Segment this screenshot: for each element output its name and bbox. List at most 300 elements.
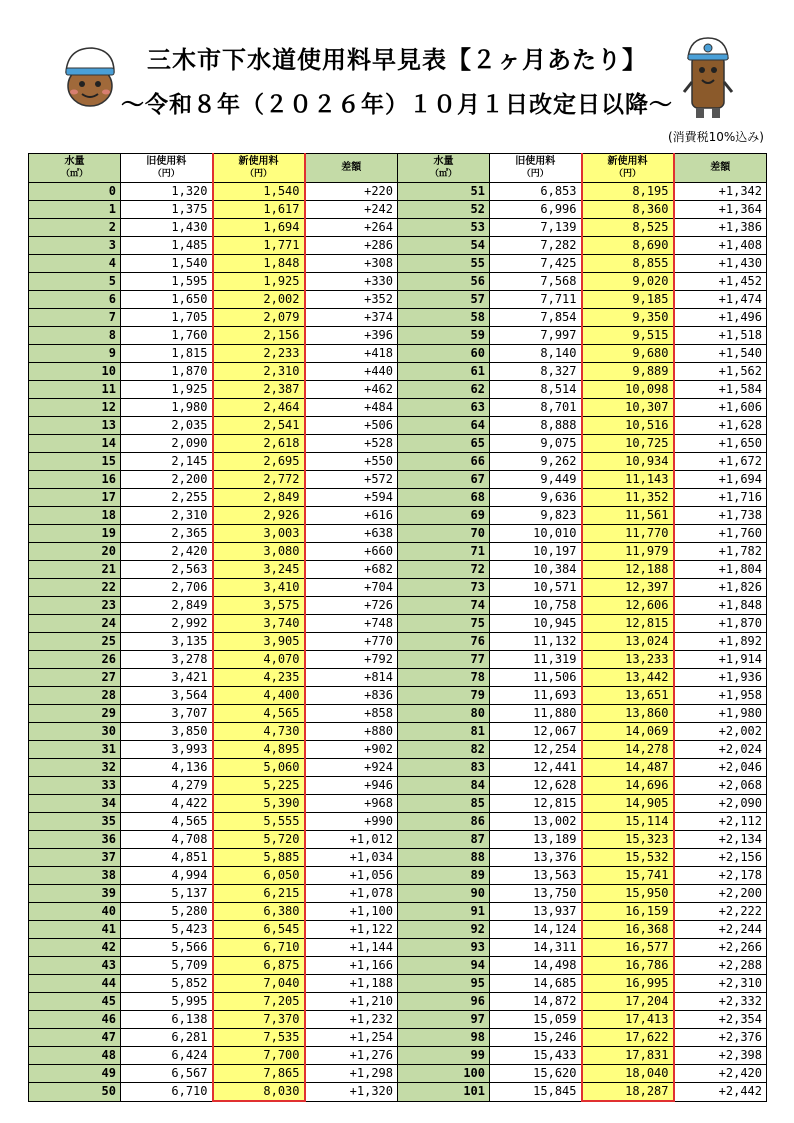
old-fee-cell: 11,880 <box>490 705 582 723</box>
old-fee-cell: 12,067 <box>490 723 582 741</box>
volume-cell: 44 <box>29 975 121 993</box>
difference-cell: +1,144 <box>305 939 398 957</box>
new-fee-cell: 15,950 <box>582 885 674 903</box>
difference-cell: +1,320 <box>305 1083 398 1102</box>
table-row <box>29 669 767 687</box>
volume-cell: 87 <box>398 831 490 849</box>
volume-cell: 79 <box>398 687 490 705</box>
difference-cell: +1,012 <box>305 831 398 849</box>
new-fee-cell: 2,233 <box>213 345 305 363</box>
difference-cell: +2,200 <box>674 885 767 903</box>
new-fee-cell: 5,060 <box>213 759 305 777</box>
page-subtitle: ～令和８年（２０２６年）１０月１日改定日以降～ <box>121 92 673 118</box>
table-row <box>29 1029 767 1047</box>
difference-cell: +1,474 <box>674 291 767 309</box>
old-fee-cell: 3,850 <box>121 723 213 741</box>
difference-cell: +1,672 <box>674 453 767 471</box>
old-fee-cell: 7,282 <box>490 237 582 255</box>
old-fee-cell: 15,845 <box>490 1083 582 1102</box>
difference-cell: +638 <box>305 525 398 543</box>
table-row <box>29 687 767 705</box>
difference-cell: +2,068 <box>674 777 767 795</box>
difference-cell: +1,936 <box>674 669 767 687</box>
rate-table <box>28 153 767 1102</box>
old-fee-cell: 6,567 <box>121 1065 213 1083</box>
table-row <box>29 579 767 597</box>
difference-cell: +1,386 <box>674 219 767 237</box>
table-row <box>29 237 767 255</box>
volume-cell: 38 <box>29 867 121 885</box>
difference-cell: +1,408 <box>674 237 767 255</box>
old-fee-cell: 6,424 <box>121 1047 213 1065</box>
table-row <box>29 489 767 507</box>
table-row <box>29 705 767 723</box>
volume-cell: 99 <box>398 1047 490 1065</box>
old-fee-cell: 5,423 <box>121 921 213 939</box>
new-fee-cell: 1,771 <box>213 237 305 255</box>
table-row <box>29 1047 767 1065</box>
volume-cell: 13 <box>29 417 121 435</box>
old-fee-cell: 4,136 <box>121 759 213 777</box>
volume-cell: 95 <box>398 975 490 993</box>
old-fee-cell: 1,760 <box>121 327 213 345</box>
old-fee-cell: 8,701 <box>490 399 582 417</box>
difference-cell: +1,056 <box>305 867 398 885</box>
new-fee-cell: 1,848 <box>213 255 305 273</box>
table-row <box>29 1065 767 1083</box>
old-fee-cell: 13,563 <box>490 867 582 885</box>
table-row <box>29 273 767 291</box>
volume-cell: 98 <box>398 1029 490 1047</box>
volume-cell: 25 <box>29 633 121 651</box>
old-fee-cell: 13,189 <box>490 831 582 849</box>
volume-cell: 11 <box>29 381 121 399</box>
old-fee-cell: 8,327 <box>490 363 582 381</box>
new-fee-cell: 12,188 <box>582 561 674 579</box>
old-fee-cell: 6,710 <box>121 1083 213 1102</box>
new-fee-cell: 18,040 <box>582 1065 674 1083</box>
new-fee-cell: 2,772 <box>213 471 305 489</box>
old-fee-cell: 2,255 <box>121 489 213 507</box>
difference-cell: +2,376 <box>674 1029 767 1047</box>
old-fee-cell: 10,384 <box>490 561 582 579</box>
old-fee-cell: 10,197 <box>490 543 582 561</box>
new-fee-cell: 4,070 <box>213 651 305 669</box>
new-fee-cell: 3,410 <box>213 579 305 597</box>
old-fee-cell: 10,758 <box>490 597 582 615</box>
old-fee-cell: 9,075 <box>490 435 582 453</box>
new-fee-cell: 12,606 <box>582 597 674 615</box>
volume-cell: 75 <box>398 615 490 633</box>
difference-cell: +1,716 <box>674 489 767 507</box>
old-fee-cell: 7,425 <box>490 255 582 273</box>
new-fee-cell: 17,204 <box>582 993 674 1011</box>
table-row <box>29 291 767 309</box>
difference-cell: +242 <box>305 201 398 219</box>
old-fee-cell: 15,059 <box>490 1011 582 1029</box>
table-row <box>29 633 767 651</box>
new-fee-cell: 10,098 <box>582 381 674 399</box>
volume-cell: 32 <box>29 759 121 777</box>
difference-cell: +1,804 <box>674 561 767 579</box>
old-fee-cell: 9,636 <box>490 489 582 507</box>
difference-cell: +1,254 <box>305 1029 398 1047</box>
old-fee-cell: 2,706 <box>121 579 213 597</box>
old-fee-cell: 7,711 <box>490 291 582 309</box>
difference-cell: +946 <box>305 777 398 795</box>
page-title: 三木市下水道使用料早見表【２ヶ月あたり】 <box>147 46 647 74</box>
old-fee-cell: 5,280 <box>121 903 213 921</box>
difference-cell: +1,232 <box>305 1011 398 1029</box>
new-fee-cell: 10,725 <box>582 435 674 453</box>
new-fee-cell: 2,310 <box>213 363 305 381</box>
difference-cell: +1,518 <box>674 327 767 345</box>
old-fee-cell: 11,319 <box>490 651 582 669</box>
volume-cell: 42 <box>29 939 121 957</box>
volume-cell: 76 <box>398 633 490 651</box>
table-row <box>29 957 767 975</box>
volume-cell: 37 <box>29 849 121 867</box>
table-row <box>29 975 767 993</box>
volume-cell: 59 <box>398 327 490 345</box>
table-row <box>29 759 767 777</box>
new-fee-cell: 5,555 <box>213 813 305 831</box>
difference-cell: +572 <box>305 471 398 489</box>
table-row <box>29 813 767 831</box>
volume-cell: 97 <box>398 1011 490 1029</box>
difference-cell: +1,166 <box>305 957 398 975</box>
difference-cell: +1,584 <box>674 381 767 399</box>
old-fee-cell: 8,514 <box>490 381 582 399</box>
new-fee-cell: 4,565 <box>213 705 305 723</box>
volume-cell: 63 <box>398 399 490 417</box>
old-fee-cell: 2,365 <box>121 525 213 543</box>
difference-cell: +1,892 <box>674 633 767 651</box>
difference-cell: +2,288 <box>674 957 767 975</box>
volume-cell: 71 <box>398 543 490 561</box>
volume-cell: 45 <box>29 993 121 1011</box>
difference-cell: +770 <box>305 633 398 651</box>
difference-cell: +1,650 <box>674 435 767 453</box>
old-fee-cell: 7,568 <box>490 273 582 291</box>
volume-cell: 67 <box>398 471 490 489</box>
volume-cell: 10 <box>29 363 121 381</box>
new-fee-cell: 1,617 <box>213 201 305 219</box>
difference-cell: +726 <box>305 597 398 615</box>
difference-cell: +440 <box>305 363 398 381</box>
old-fee-cell: 1,650 <box>121 291 213 309</box>
old-fee-cell: 15,246 <box>490 1029 582 1047</box>
table-header-row <box>29 154 767 183</box>
difference-cell: +1,210 <box>305 993 398 1011</box>
old-fee-cell: 1,540 <box>121 255 213 273</box>
old-fee-cell: 14,872 <box>490 993 582 1011</box>
difference-cell: +2,024 <box>674 741 767 759</box>
volume-cell: 16 <box>29 471 121 489</box>
volume-cell: 28 <box>29 687 121 705</box>
table-row <box>29 723 767 741</box>
new-fee-cell: 18,287 <box>582 1083 674 1102</box>
volume-cell: 70 <box>398 525 490 543</box>
difference-cell: +462 <box>305 381 398 399</box>
new-fee-cell: 6,050 <box>213 867 305 885</box>
new-fee-cell: 8,855 <box>582 255 674 273</box>
volume-cell: 54 <box>398 237 490 255</box>
old-fee-cell: 13,376 <box>490 849 582 867</box>
old-fee-cell: 1,595 <box>121 273 213 291</box>
new-fee-cell: 2,387 <box>213 381 305 399</box>
table-row <box>29 597 767 615</box>
new-fee-cell: 3,740 <box>213 615 305 633</box>
volume-cell: 5 <box>29 273 121 291</box>
volume-cell: 60 <box>398 345 490 363</box>
table-row <box>29 471 767 489</box>
volume-cell: 55 <box>398 255 490 273</box>
new-fee-cell: 12,397 <box>582 579 674 597</box>
new-fee-cell: 13,651 <box>582 687 674 705</box>
table-row <box>29 849 767 867</box>
difference-cell: +2,442 <box>674 1083 767 1102</box>
difference-cell: +1,078 <box>305 885 398 903</box>
table-row <box>29 885 767 903</box>
volume-cell: 14 <box>29 435 121 453</box>
difference-cell: +1,738 <box>674 507 767 525</box>
new-fee-cell: 16,995 <box>582 975 674 993</box>
old-fee-cell: 1,815 <box>121 345 213 363</box>
new-fee-cell: 8,030 <box>213 1083 305 1102</box>
difference-cell: +1,122 <box>305 921 398 939</box>
volume-cell: 68 <box>398 489 490 507</box>
old-fee-cell: 3,135 <box>121 633 213 651</box>
old-fee-cell: 14,124 <box>490 921 582 939</box>
new-fee-cell: 13,233 <box>582 651 674 669</box>
table-row <box>29 399 767 417</box>
new-fee-cell: 11,979 <box>582 543 674 561</box>
mascot-pipe-character-icon <box>682 36 734 120</box>
difference-cell: +1,430 <box>674 255 767 273</box>
new-fee-cell: 13,442 <box>582 669 674 687</box>
volume-cell: 92 <box>398 921 490 939</box>
volume-cell: 58 <box>398 309 490 327</box>
old-fee-cell: 9,449 <box>490 471 582 489</box>
old-fee-cell: 13,937 <box>490 903 582 921</box>
new-fee-cell: 7,205 <box>213 993 305 1011</box>
volume-cell: 27 <box>29 669 121 687</box>
old-fee-cell: 13,750 <box>490 885 582 903</box>
new-fee-cell: 4,895 <box>213 741 305 759</box>
volume-cell: 49 <box>29 1065 121 1083</box>
table-row <box>29 1011 767 1029</box>
difference-cell: +2,002 <box>674 723 767 741</box>
table-row <box>29 381 767 399</box>
table-row <box>29 831 767 849</box>
volume-cell: 36 <box>29 831 121 849</box>
new-fee-cell: 2,618 <box>213 435 305 453</box>
volume-cell: 33 <box>29 777 121 795</box>
new-fee-cell: 1,540 <box>213 183 305 201</box>
new-fee-cell: 16,786 <box>582 957 674 975</box>
new-fee-cell: 8,195 <box>582 183 674 201</box>
difference-cell: +308 <box>305 255 398 273</box>
difference-cell: +990 <box>305 813 398 831</box>
new-fee-cell: 16,577 <box>582 939 674 957</box>
old-fee-cell: 11,506 <box>490 669 582 687</box>
new-fee-cell: 11,770 <box>582 525 674 543</box>
difference-cell: +660 <box>305 543 398 561</box>
difference-cell: +2,398 <box>674 1047 767 1065</box>
new-fee-cell: 4,730 <box>213 723 305 741</box>
new-fee-cell: 6,380 <box>213 903 305 921</box>
table-row <box>29 651 767 669</box>
difference-cell: +352 <box>305 291 398 309</box>
new-fee-cell: 16,368 <box>582 921 674 939</box>
old-fee-cell: 2,992 <box>121 615 213 633</box>
volume-cell: 29 <box>29 705 121 723</box>
new-fee-cell: 13,024 <box>582 633 674 651</box>
new-fee-cell: 2,002 <box>213 291 305 309</box>
volume-cell: 74 <box>398 597 490 615</box>
old-fee-cell: 5,566 <box>121 939 213 957</box>
new-fee-cell: 3,905 <box>213 633 305 651</box>
new-fee-cell: 10,307 <box>582 399 674 417</box>
volume-cell: 80 <box>398 705 490 723</box>
old-fee-cell: 8,888 <box>490 417 582 435</box>
volume-cell: 26 <box>29 651 121 669</box>
volume-cell: 90 <box>398 885 490 903</box>
new-fee-cell: 3,080 <box>213 543 305 561</box>
old-fee-cell: 15,620 <box>490 1065 582 1083</box>
new-fee-cell: 14,278 <box>582 741 674 759</box>
difference-cell: +2,112 <box>674 813 767 831</box>
volume-cell: 62 <box>398 381 490 399</box>
old-fee-cell: 6,281 <box>121 1029 213 1047</box>
old-fee-cell: 14,685 <box>490 975 582 993</box>
new-fee-cell: 1,925 <box>213 273 305 291</box>
volume-cell: 22 <box>29 579 121 597</box>
old-fee-cell: 4,851 <box>121 849 213 867</box>
old-fee-cell: 4,708 <box>121 831 213 849</box>
table-row <box>29 255 767 273</box>
new-fee-cell: 15,532 <box>582 849 674 867</box>
old-fee-cell: 7,997 <box>490 327 582 345</box>
difference-cell: +2,332 <box>674 993 767 1011</box>
old-fee-cell: 4,994 <box>121 867 213 885</box>
new-fee-cell: 8,690 <box>582 237 674 255</box>
old-fee-cell: 2,145 <box>121 453 213 471</box>
volume-cell: 96 <box>398 993 490 1011</box>
new-fee-cell: 13,860 <box>582 705 674 723</box>
volume-cell: 7 <box>29 309 121 327</box>
difference-cell: +1,562 <box>674 363 767 381</box>
volume-cell: 48 <box>29 1047 121 1065</box>
new-fee-cell: 5,885 <box>213 849 305 867</box>
table-row <box>29 345 767 363</box>
old-fee-cell: 1,870 <box>121 363 213 381</box>
new-fee-cell: 9,350 <box>582 309 674 327</box>
new-fee-cell: 2,464 <box>213 399 305 417</box>
old-fee-cell: 2,849 <box>121 597 213 615</box>
header-volume: 水量 （㎥） <box>29 154 121 183</box>
difference-cell: +1,914 <box>674 651 767 669</box>
difference-cell: +2,354 <box>674 1011 767 1029</box>
volume-cell: 4 <box>29 255 121 273</box>
old-fee-cell: 1,320 <box>121 183 213 201</box>
difference-cell: +880 <box>305 723 398 741</box>
old-fee-cell: 2,090 <box>121 435 213 453</box>
difference-cell: +374 <box>305 309 398 327</box>
new-fee-cell: 3,575 <box>213 597 305 615</box>
old-fee-cell: 4,279 <box>121 777 213 795</box>
header-new-fee: 新使用料 （円） <box>582 154 674 183</box>
difference-cell: +1,342 <box>674 183 767 201</box>
new-fee-cell: 8,360 <box>582 201 674 219</box>
new-fee-cell: 12,815 <box>582 615 674 633</box>
new-fee-cell: 6,875 <box>213 957 305 975</box>
table-row <box>29 453 767 471</box>
volume-cell: 19 <box>29 525 121 543</box>
old-fee-cell: 2,035 <box>121 417 213 435</box>
table-row <box>29 543 767 561</box>
old-fee-cell: 4,422 <box>121 795 213 813</box>
volume-cell: 50 <box>29 1083 121 1102</box>
difference-cell: +1,694 <box>674 471 767 489</box>
difference-cell: +2,244 <box>674 921 767 939</box>
old-fee-cell: 15,433 <box>490 1047 582 1065</box>
old-fee-cell: 11,693 <box>490 687 582 705</box>
old-fee-cell: 5,137 <box>121 885 213 903</box>
volume-cell: 81 <box>398 723 490 741</box>
difference-cell: +1,100 <box>305 903 398 921</box>
difference-cell: +1,848 <box>674 597 767 615</box>
old-fee-cell: 3,564 <box>121 687 213 705</box>
new-fee-cell: 17,413 <box>582 1011 674 1029</box>
difference-cell: +1,606 <box>674 399 767 417</box>
volume-cell: 94 <box>398 957 490 975</box>
volume-cell: 101 <box>398 1083 490 1102</box>
difference-cell: +220 <box>305 183 398 201</box>
old-fee-cell: 8,140 <box>490 345 582 363</box>
new-fee-cell: 7,040 <box>213 975 305 993</box>
old-fee-cell: 5,995 <box>121 993 213 1011</box>
new-fee-cell: 11,143 <box>582 471 674 489</box>
old-fee-cell: 6,138 <box>121 1011 213 1029</box>
new-fee-cell: 3,245 <box>213 561 305 579</box>
table-row <box>29 741 767 759</box>
volume-cell: 17 <box>29 489 121 507</box>
volume-cell: 93 <box>398 939 490 957</box>
new-fee-cell: 14,487 <box>582 759 674 777</box>
old-fee-cell: 1,980 <box>121 399 213 417</box>
volume-cell: 0 <box>29 183 121 201</box>
new-fee-cell: 2,079 <box>213 309 305 327</box>
volume-cell: 24 <box>29 615 121 633</box>
tax-note: (消費税10%込み) <box>667 130 764 144</box>
difference-cell: +1,958 <box>674 687 767 705</box>
difference-cell: +330 <box>305 273 398 291</box>
difference-cell: +2,266 <box>674 939 767 957</box>
table-row <box>29 183 767 201</box>
old-fee-cell: 6,996 <box>490 201 582 219</box>
volume-cell: 77 <box>398 651 490 669</box>
difference-cell: +528 <box>305 435 398 453</box>
new-fee-cell: 6,215 <box>213 885 305 903</box>
difference-cell: +902 <box>305 741 398 759</box>
table-row <box>29 561 767 579</box>
volume-cell: 51 <box>398 183 490 201</box>
difference-cell: +2,134 <box>674 831 767 849</box>
new-fee-cell: 14,069 <box>582 723 674 741</box>
old-fee-cell: 12,815 <box>490 795 582 813</box>
